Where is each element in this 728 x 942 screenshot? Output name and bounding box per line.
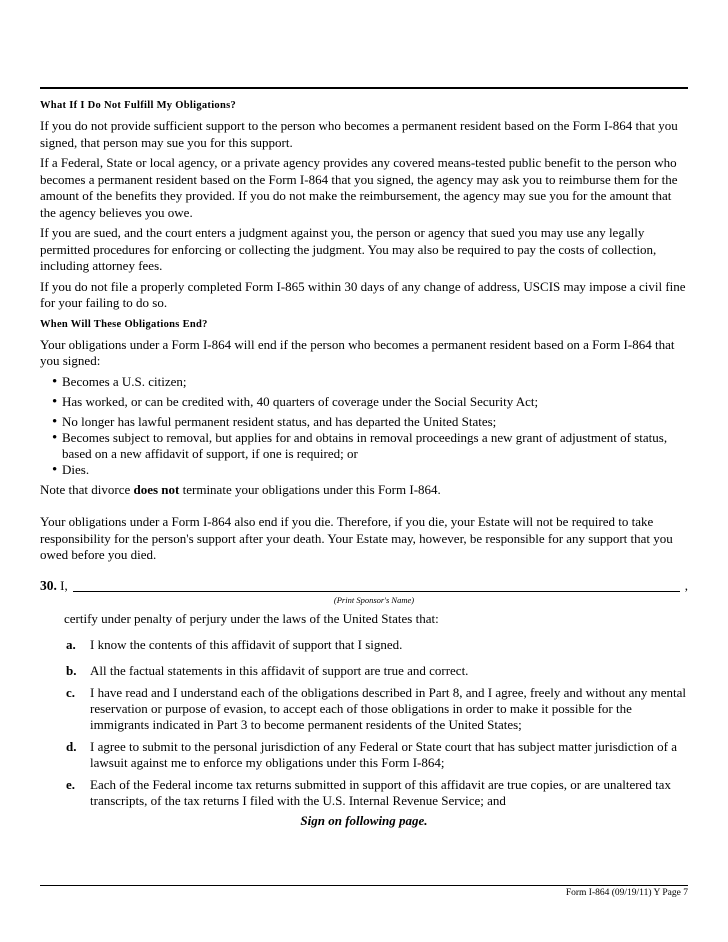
comma: , <box>684 577 688 593</box>
sponsor-name-field[interactable] <box>73 578 680 592</box>
bullet-icon: • <box>52 461 58 478</box>
cert-item-a: a. I know the contents of this affidavit of support that I signed. <box>66 636 403 652</box>
bullet-item: • Dies. <box>52 461 90 478</box>
sponsor-name-caption: (Print Sponsor's Name) <box>333 594 415 605</box>
i-label: I, <box>60 577 68 593</box>
paragraph-death: Your obligations under a Form I-864 also end if you die. Therefore, if you die, your Estate will not be required to take responsibility for the person's support after your death. Your Estate may, however, be responsible for any support that you owed before you died. <box>40 514 673 562</box>
bullet-item: • No longer has lawful permanent resident status, and has departed the United States; <box>52 413 497 430</box>
page-footer: Form I-864 (09/19/11) Y Page 7 <box>565 888 688 898</box>
section-heading-obligations: What If I Do Not Fulfill My Obligations? <box>40 100 237 111</box>
cert-item-d: d. I agree to submit to the personal jurisdiction of any Federal or State court that has subject matter jurisdiction of a lawsuit against me to enforce my obligations under this Form I-864; <box>66 738 678 770</box>
note-divorce: Note that divorce does not terminate your obligations under this Form I-864. <box>40 481 441 497</box>
cert-item-c: c. I have read and I understand each of the obligations described in Part 8, and I agree, freely and without any mental reservation or purpose of evasion, to accept each of those obligations in order to make it possible for the immigrants indicated in Part 3 to become permanent residents of the United States; <box>66 684 686 732</box>
paragraph-address-change: If you do not file a properly completed Form I-865 within 30 days of any change of address, USCIS may impose a civil fine for your failing to do so. <box>40 278 686 310</box>
cert-item-b: b. All the factual statements in this affidavit of support are true and correct. <box>66 662 469 678</box>
bullet-item: • Has worked, or can be credited with, 40 quarters of coverage under the Social Security Act; <box>52 393 539 410</box>
bullet-item: • Becomes a U.S. citizen; <box>52 373 187 390</box>
sponsor-name-row <box>40 578 688 594</box>
bullet-icon: • <box>52 393 58 410</box>
top-divider <box>40 87 688 89</box>
paragraph-end-intro: Your obligations under a Form I-864 will end if the person who becomes a permanent resident based on a Form I-864 that you signed: <box>40 336 675 368</box>
bullet-icon: • <box>52 373 58 390</box>
bullet-item: • Becomes subject to removal, but applies for and obtains in removal proceedings a new grant of adjustment of status, based on a new affidavit of support, if one is required; or <box>52 429 668 461</box>
bottom-divider <box>40 885 688 886</box>
sign-next-page: Sign on following page. <box>300 812 428 828</box>
item-number: 30. <box>40 577 57 593</box>
paragraph-judgment: If you are sued, and the court enters a judgment against you, the person or agency that sued you may use any legally permitted procedures for enforcing or collecting the judgment. You may also be required to pay the costs of collection, including attorney fees. <box>40 225 657 273</box>
section-heading-end: When Will These Obligations End? <box>40 318 208 330</box>
paragraph-agency: If a Federal, State or local agency, or a private agency provides any covered means-tested public benefit to the person who becomes a permanent resident based on the Form I-864 that you signed, the agency may ask you to reimburse them for the amount of the benefits they provided. If you do not make the reimbursement, the agency may sue you for the amount that the agency believes you owe. <box>40 155 678 220</box>
cert-item-e: e. Each of the Federal income tax returns submitted in support of this affidavit are true copies, or are unaltered tax transcripts, of the tax returns I filed with the U.S. Internal Revenue Service; and <box>66 776 671 808</box>
page-content <box>40 99 688 829</box>
bullet-icon: • <box>52 429 58 446</box>
bullet-icon: • <box>52 413 58 430</box>
certify-statement: certify under penalty of perjury under the laws of the United States that: <box>64 610 439 626</box>
paragraph-sue: If you do not provide sufficient support to the person who becomes a permanent resident based on the Form I-864 that you signed, that person may sue you for this support. <box>40 118 678 150</box>
